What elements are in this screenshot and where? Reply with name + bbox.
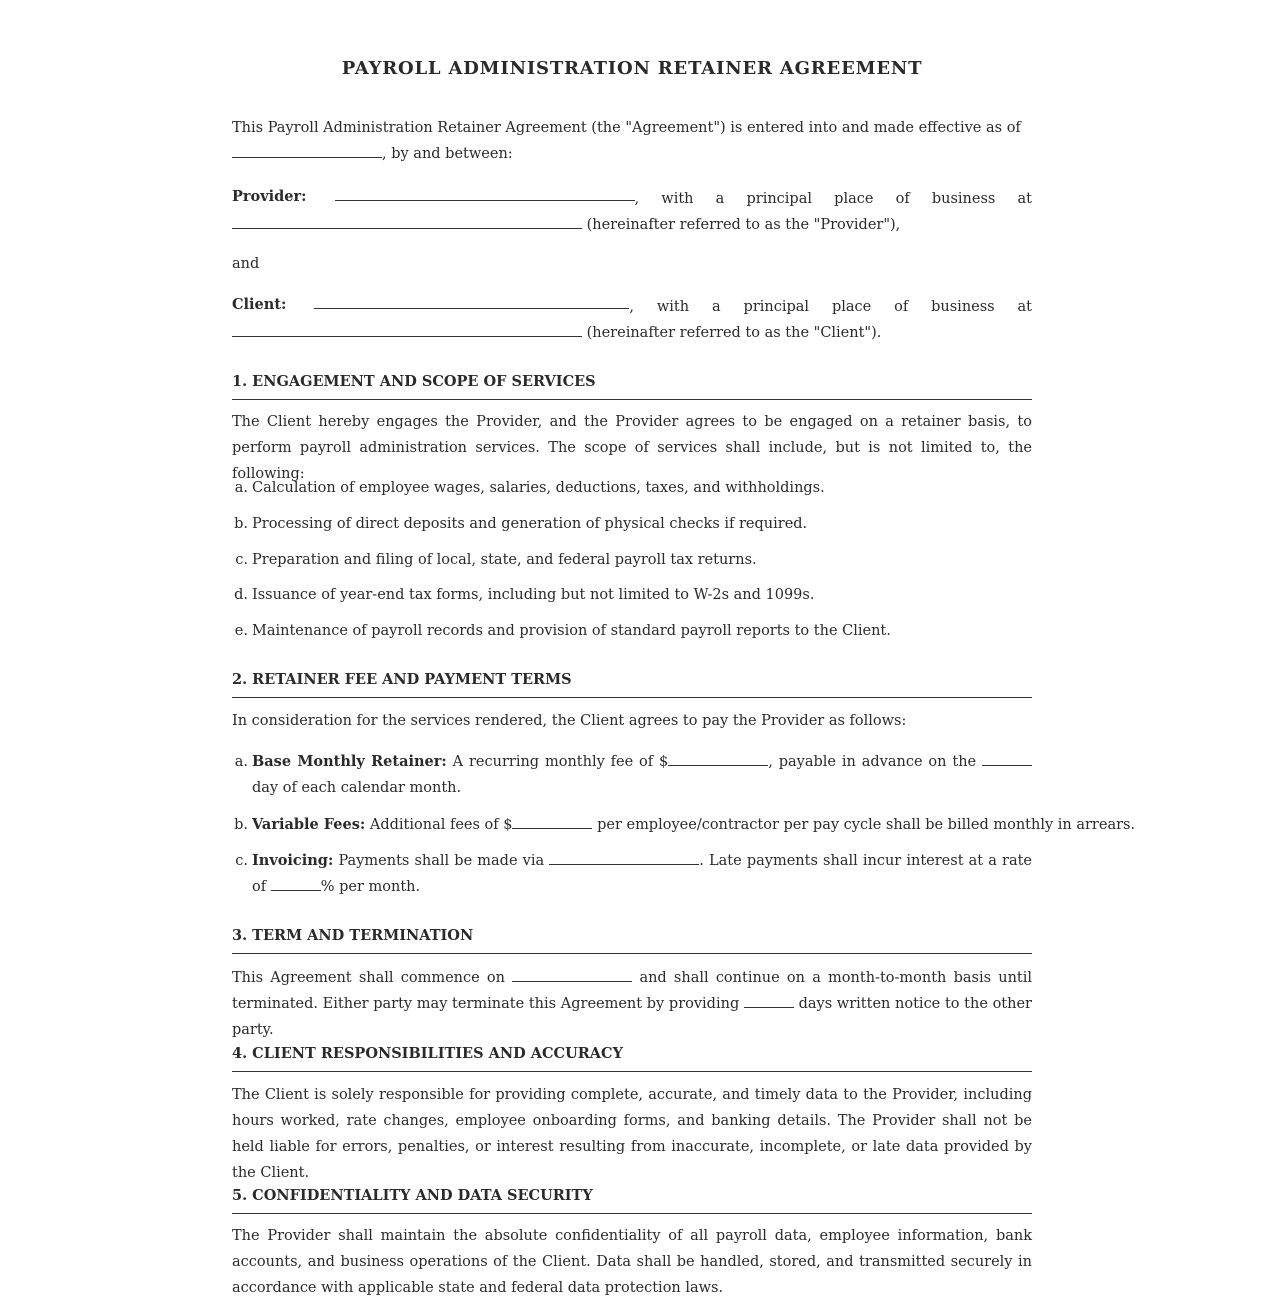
payment-method-blank[interactable]	[549, 850, 699, 865]
section-4-body: The Client is solely responsible for providing complete, accurate, and timely data to the Provider, including hours worked, rate changes, employee onboarding forms, and banking details. The Provider shall not be held liable for errors, penalties, or interest resulting from inaccurate, incomplete, or late data provided by the Client.	[232, 1087, 1032, 1181]
provider-tail-text: (hereinafter referred to as the "Provider"),	[586, 217, 901, 233]
section-3-heading: 3. TERM AND TERMINATION	[232, 923, 1032, 954]
provider-business-text: , with a principal place of business at	[634, 191, 1032, 207]
section-2-body: In consideration for the services rendered, the Client agrees to pay the Provider as follows:	[232, 713, 907, 729]
list-item: d. Issuance of year-end tax forms, including but not limited to W-2s and 1099s.	[234, 587, 815, 603]
section-1-body: The Client hereby engages the Provider, and the Provider agrees to be engaged on a retainer basis, to perform payroll administration services. The scope of services shall include, but is not limited to, the following:	[232, 414, 1032, 482]
and-text: and	[232, 256, 260, 272]
client-address-blank[interactable]	[232, 322, 582, 337]
monthly-fee-blank[interactable]	[668, 751, 768, 766]
commence-date-blank[interactable]	[512, 967, 632, 982]
list-item: b. Processing of direct deposits and generation of physical checks if required.	[234, 516, 808, 532]
provider-paragraph	[232, 184, 1032, 238]
notice-days-blank[interactable]	[744, 993, 794, 1008]
provider-address-blank[interactable]	[232, 214, 582, 229]
provider-label: Provider:	[232, 188, 307, 205]
interest-rate-blank[interactable]	[271, 876, 321, 891]
list-item: c. Preparation and filing of local, state, and federal payroll tax returns.	[235, 552, 757, 568]
section-4-heading: 4. CLIENT RESPONSIBILITIES AND ACCURACY	[232, 1041, 1032, 1072]
variable-fees-label: Variable Fees:	[252, 816, 366, 833]
list-item: e. Maintenance of payroll records and provision of standard payroll reports to the Client.	[234, 623, 891, 639]
client-label: Client:	[232, 296, 287, 313]
list-item-variable-fees: b. Variable Fees: Additional fees of $ per employee/contractor per pay cycle shall be billed monthly in arrears.	[234, 816, 1136, 833]
list-item-invoicing: c. Invoicing: Payments shall be made via . Late payments shall incur interest at a rate of % per month.	[235, 852, 1033, 895]
effective-date-blank[interactable]	[232, 143, 382, 158]
intro-paragraph	[232, 115, 1032, 167]
client-name-blank[interactable]	[314, 294, 629, 309]
section-2-heading: 2. RETAINER FEE AND PAYMENT TERMS	[232, 667, 1032, 698]
payment-day-blank[interactable]	[982, 751, 1032, 766]
intro-text-tail: , by and between:	[382, 146, 513, 162]
list-item: a. Calculation of employee wages, salaries, deductions, taxes, and withholdings.	[234, 480, 825, 496]
variable-fee-blank[interactable]	[512, 814, 592, 829]
client-paragraph	[232, 292, 1032, 346]
base-retainer-label: Base Monthly Retainer:	[252, 753, 447, 770]
section-1-heading: 1. ENGAGEMENT AND SCOPE OF SERVICES	[232, 369, 1032, 400]
client-business-text: , with a principal place of business at	[629, 299, 1032, 315]
provider-name-blank[interactable]	[335, 186, 635, 201]
document-title: PAYROLL ADMINISTRATION RETAINER AGREEMENT	[341, 58, 923, 79]
client-tail-text: (hereinafter referred to as the "Client").	[586, 325, 882, 341]
section-5-heading: 5. CONFIDENTIALITY AND DATA SECURITY	[232, 1183, 1032, 1214]
section-5-body: The Provider shall maintain the absolute confidentiality of all payroll data, employee information, bank accounts, and business operations of the Client. Data shall be handled, stored, and transmitted securely in accordance with applicable state and federal data protection laws.	[232, 1228, 1032, 1296]
invoicing-label: Invoicing:	[252, 852, 334, 869]
section-3-body: This Agreement shall commence on and shall continue on a month-to-month basis until terminated. Either party may terminate this Agreement by providing days written notice to the other party.	[232, 965, 1032, 1043]
list-item-base-retainer: a. Base Monthly Retainer: A recurring monthly fee of $ , payable in advance on the day of each calendar month.	[232, 749, 1032, 801]
intro-text: This Payroll Administration Retainer Agreement (the "Agreement") is entered into and made effective as of	[232, 120, 1021, 136]
